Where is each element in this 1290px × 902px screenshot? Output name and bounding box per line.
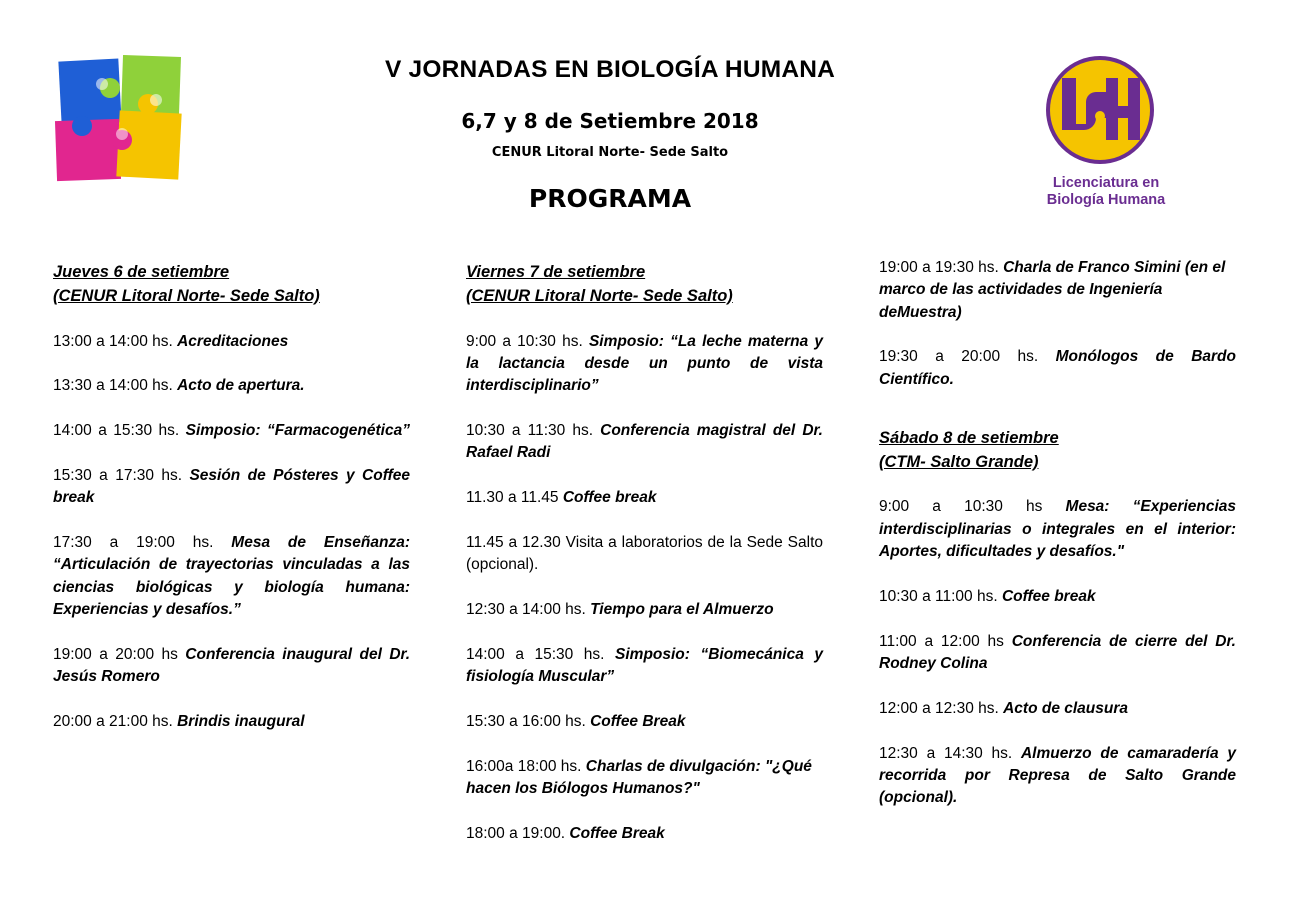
day-place: (CENUR Litoral Norte- Sede Salto) (466, 287, 733, 305)
schedule-item (466, 599, 823, 621)
event-time: 15:30 a 16:00 hs. (466, 712, 591, 730)
event-time: 11:00 a 12:00 hs (879, 632, 1012, 650)
schedule-item (879, 586, 1236, 608)
lbh-emblem-icon (1046, 56, 1154, 164)
page-title: V JORNADAS EN BIOLOGÍA HUMANA (385, 56, 835, 83)
event-time: 12:00 a 12:30 hs. (879, 699, 1004, 717)
event-time: 11.30 a 11.45 (466, 488, 563, 506)
event-title: Coffee Break (569, 824, 665, 842)
event-time: 11.45 a 12.30 Visita a laboratorios de la Sede Salto (opcional). (466, 533, 823, 574)
lbh-logo (1040, 54, 1170, 214)
event-time: 12:30 a 14:30 hs. (879, 744, 1021, 762)
day-heading (53, 260, 410, 308)
schedule-item (466, 756, 823, 801)
schedule-item (466, 823, 823, 845)
lbh-caption-line2: Biología Humana (1046, 192, 1166, 208)
schedule-item (53, 644, 410, 689)
schedule-item (466, 420, 823, 465)
schedule-item (466, 532, 823, 577)
event-time: 19:30 a 20:00 hs. (879, 348, 1056, 366)
day-title: Sábado 8 de setiembre (879, 428, 1059, 447)
day-heading (879, 426, 1236, 474)
schedule-item (53, 711, 410, 733)
event-time: 14:00 a 15:30 hs. (53, 422, 186, 440)
event-time: 13:30 a 14:00 hs. (53, 377, 178, 395)
schedule-item (53, 375, 410, 397)
event-time: 10:30 a 11:30 hs. (466, 421, 601, 439)
event-time: 9:00 a 10:30 hs (879, 498, 1066, 516)
lbh-caption (1040, 175, 1172, 209)
schedule-item (879, 698, 1236, 720)
schedule-item (466, 331, 823, 398)
event-title: Conferencia inaugural del Dr. Jesús Romero (53, 645, 410, 685)
schedule-item (879, 496, 1236, 563)
event-title: Almuerzo de camaradería y recorrida por Represa de Salto Grande (opcional). (879, 744, 1236, 807)
event-title: Simposio: “Farmacogenética” (185, 422, 410, 440)
event-time: 19:00 a 19:30 hs. (879, 259, 1004, 276)
schedule-item (879, 743, 1236, 810)
event-title: Conferencia de cierre del Dr. Rodney Colina (879, 632, 1236, 672)
day-column-friday-cont-saturday (879, 257, 1236, 809)
day-column-thursday (53, 260, 410, 733)
schedule-item (53, 420, 410, 442)
event-time: 15:30 a 17:30 hs. (53, 466, 190, 484)
schedule-item (466, 711, 823, 733)
lbh-caption-line1: Licenciatura en (1052, 175, 1160, 191)
event-title: Tiempo para el Almuerzo (590, 600, 774, 618)
schedule-item (466, 644, 823, 689)
schedule-item (53, 532, 410, 621)
day-title: Viernes 7 de setiembre (466, 263, 646, 281)
event-title: Coffee Break (590, 712, 686, 730)
event-title: Coffee break (1001, 587, 1096, 605)
event-title: Acto de apertura. (177, 377, 305, 395)
event-title: Charlas de divulgación: "¿Qué hacen los Biólogos Humanos?" (466, 757, 812, 797)
event-time: 14:00 a 15:30 hs. (466, 645, 616, 663)
event-title: Simposio: “La leche materna y la lactancia desde un punto de vista interdisciplinario” (466, 332, 823, 395)
event-title: Sesión de Pósteres y Coffee break (53, 466, 410, 507)
event-time: 12:30 a 14:00 hs. (466, 600, 591, 618)
event-title: Mesa: “Experiencias interdisciplinarias o integrales en el interior: Aportes, dificultades y desafíos." (879, 498, 1237, 561)
day-title: Jueves 6 de setiembre (53, 263, 230, 281)
schedule-item (879, 257, 1236, 324)
event-title: Acreditaciones (177, 332, 289, 350)
event-time: 20:00 a 21:00 hs. (53, 712, 178, 730)
event-time: 17:30 a 19:00 hs. (53, 533, 232, 551)
schedule-item (466, 487, 823, 509)
puzzle-logo (52, 54, 182, 182)
event-title: Simposio: “Biomecánica y fisiología Muscular” (466, 645, 823, 685)
day-place: (CENUR Litoral Norte- Sede Salto) (53, 287, 320, 305)
event-title: Monólogos de Bardo Científico. (879, 348, 1236, 388)
schedule-item (879, 631, 1236, 676)
schedule-item (879, 346, 1236, 391)
event-time: 13:00 a 14:00 hs. (53, 332, 178, 350)
event-title: Mesa de Enseñanza: “Articulación de trayectorias vinculadas a las ciencias biológicas y biología humana: Experiencias y desafíos.” (53, 533, 410, 618)
schedule-item (53, 465, 410, 510)
event-time: 18:00 a 19:00. (466, 824, 570, 842)
event-title: Charla de Franco Simini (en el marco de las actividades de Ingeniería deMuestra) (879, 259, 1226, 321)
event-title: Brindis inaugural (177, 712, 305, 730)
day-place: (CTM- Salto Grande) (879, 452, 1039, 471)
puzzle-icon (52, 54, 182, 182)
event-time: 16:00a 18:00 hs. (466, 757, 586, 775)
day-heading (466, 260, 823, 308)
event-time: 9:00 a 10:30 hs. (466, 332, 589, 350)
event-title: Acto de clausura (1003, 699, 1129, 717)
event-time: 19:00 a 20:00 hs (53, 645, 186, 663)
schedule-item (53, 331, 410, 353)
event-dates: 6,7 y 8 de Setiembre 2018 (461, 109, 759, 133)
day-column-friday (466, 260, 823, 845)
event-venue: CENUR Litoral Norte- Sede Salto (491, 145, 729, 160)
event-time: 10:30 a 11:00 hs. (879, 587, 1002, 605)
event-title: Coffee break (562, 488, 657, 506)
program-heading: PROGRAMA (528, 184, 692, 213)
event-title: Conferencia magistral del Dr. Rafael Radi (466, 421, 823, 462)
